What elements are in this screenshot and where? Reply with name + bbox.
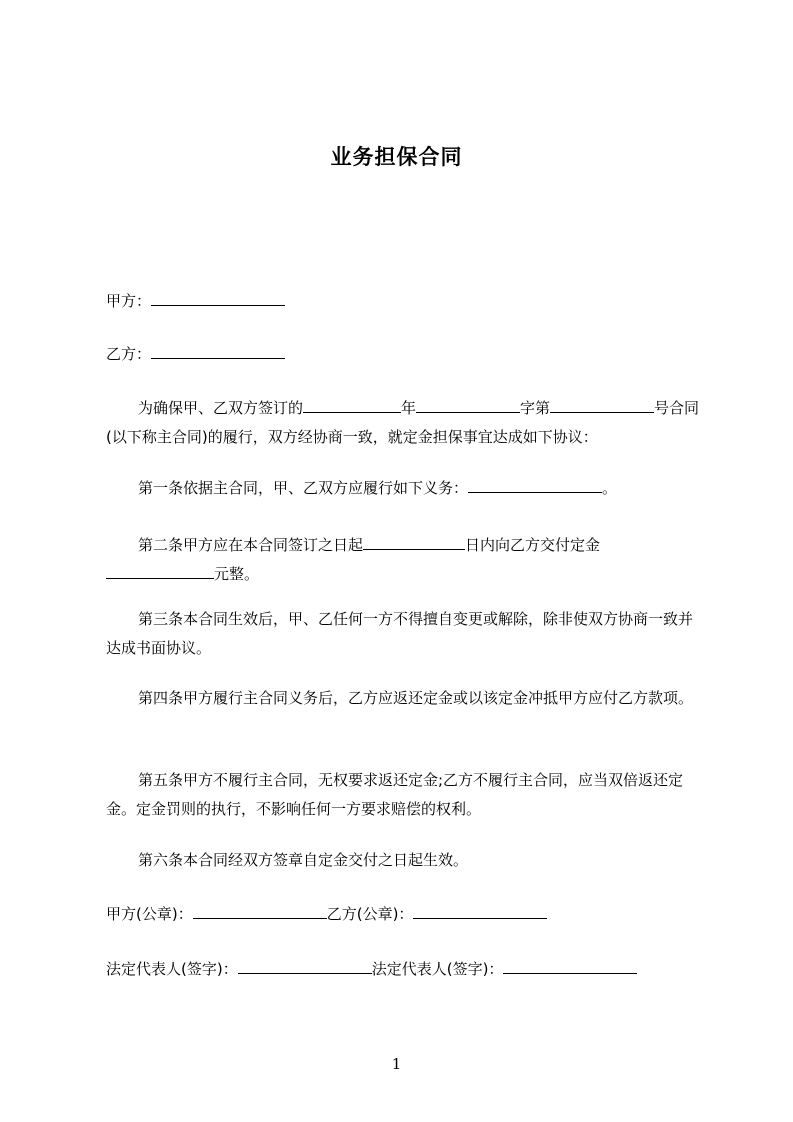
intro-text-2: 年	[401, 399, 417, 417]
article-4: 第四条甲方履行主合同义务后，乙方应返还定金或以该定金冲抵甲方应付乙方款项。	[138, 689, 694, 707]
article-1	[106, 474, 702, 503]
contract-year-blank[interactable]	[303, 398, 401, 413]
intro-text-4: 号合同(以下称主合同)的履行，双方经协商一致，就定金担保事宜达成如下协议：	[106, 399, 700, 446]
contract-number-blank[interactable]	[550, 398, 654, 413]
intro-text-1: 为确保甲、乙双方签订的	[138, 399, 304, 417]
party-a-blank[interactable]	[151, 291, 285, 306]
article-5: 第五条甲方不履行主合同，无权要求返还定金;乙方不履行主合同，应当双倍返还定金。定金罚则的执行，不影响任何一方要求赔偿的权利。	[106, 771, 684, 818]
page-title: 业务担保合同	[330, 145, 463, 169]
article-2-text-3: 元整。	[214, 565, 260, 583]
article-1-text: 第一条依据主合同，甲、乙双方应履行如下义务：	[138, 479, 469, 497]
legal-rep-a-label: 法定代表人(签字)：	[106, 960, 238, 978]
intro-text-3: 字第	[520, 399, 551, 417]
party-b-line	[106, 344, 706, 364]
article-1-end: 。	[602, 479, 618, 497]
party-a-seal-label: 甲方(公章)：	[106, 905, 193, 923]
days-blank[interactable]	[363, 535, 465, 550]
article-2	[106, 531, 702, 589]
article-2-text-1: 第二条甲方应在本合同签订之日起	[138, 536, 364, 554]
party-b-label: 乙方：	[106, 345, 152, 363]
legal-rep-b-label: 法定代表人(签字)：	[371, 960, 504, 978]
obligations-blank[interactable]	[468, 478, 602, 493]
seal-line	[106, 904, 706, 924]
intro-paragraph	[106, 394, 702, 452]
article-2-text-2: 日内向乙方交付定金	[465, 536, 601, 554]
legal-rep-b-blank[interactable]	[503, 959, 637, 974]
party-a-label: 甲方：	[106, 292, 152, 310]
legal-rep-a-blank[interactable]	[238, 959, 372, 974]
party-b-blank[interactable]	[151, 344, 285, 359]
party-a-seal-blank[interactable]	[193, 904, 327, 919]
page-number: 1	[391, 1055, 402, 1073]
party-a-line	[106, 291, 706, 311]
party-b-seal-label: 乙方(公章)：	[326, 905, 414, 923]
contract-word-blank[interactable]	[416, 398, 520, 413]
legal-rep-line	[106, 959, 706, 979]
deposit-amount-blank[interactable]	[106, 564, 214, 579]
party-b-seal-blank[interactable]	[413, 904, 547, 919]
article-3: 第三条本合同生效后，甲、乙任何一方不得擅自变更或解除，除非使双方协商一致并达成书面协议。	[106, 610, 694, 657]
article-6: 第六条本合同经双方签章自定金交付之日起生效。	[138, 851, 469, 869]
